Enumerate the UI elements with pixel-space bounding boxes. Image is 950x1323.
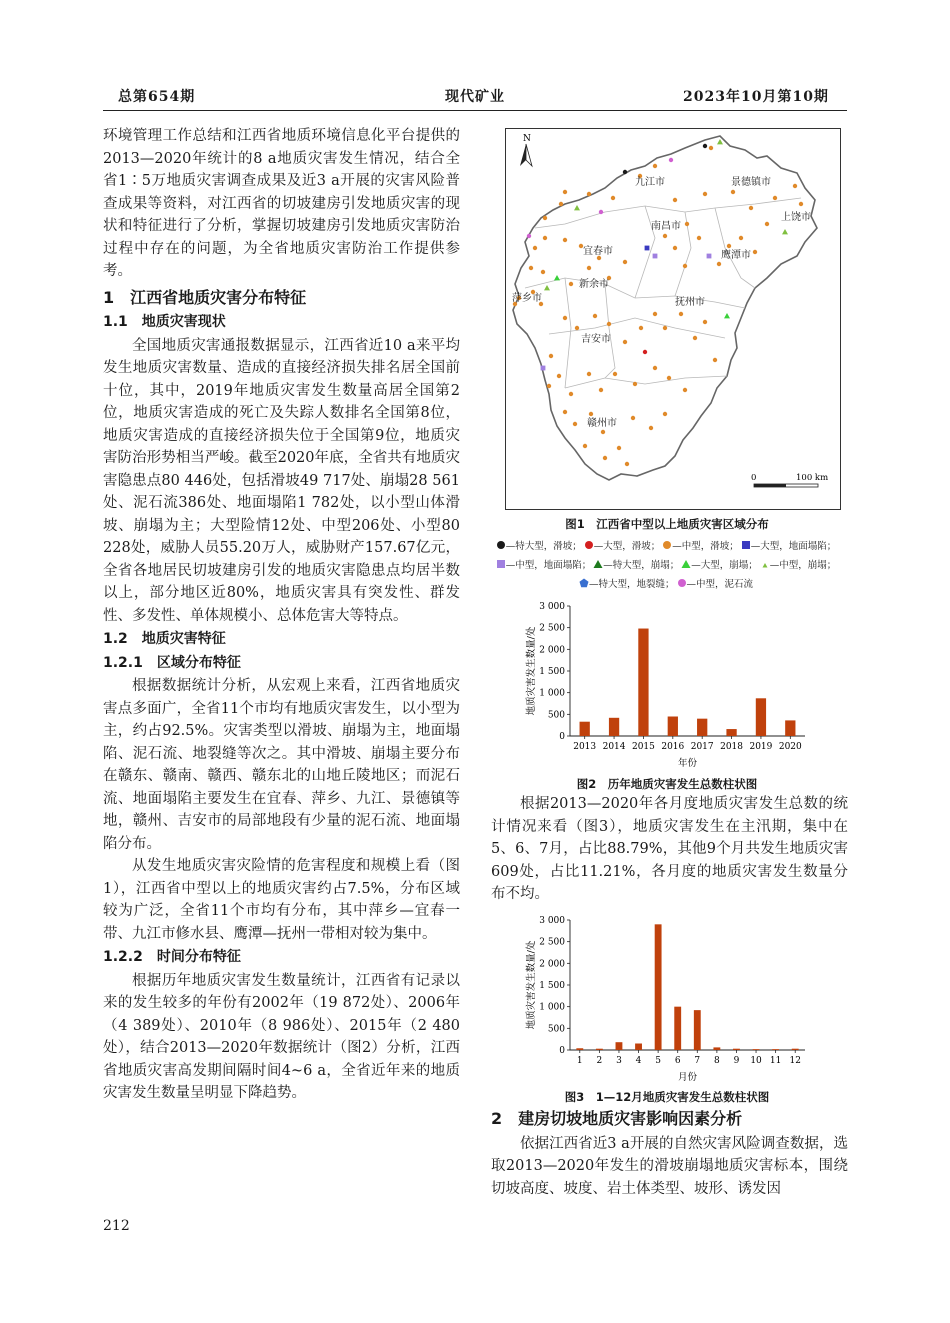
map-point: [645, 246, 650, 251]
map-point: [573, 422, 577, 426]
map-point: [749, 206, 753, 210]
y-tick-label: 2 500: [539, 937, 565, 948]
x-tick-label: 9: [733, 1056, 740, 1066]
map-point: [639, 326, 643, 330]
bar: [635, 1044, 642, 1051]
legend-symbol-icon: [593, 559, 603, 569]
city-jingdezhen: 景德镇市: [731, 177, 771, 188]
map-point: [541, 366, 546, 371]
x-axis-label: 年份: [677, 758, 698, 769]
map-point: [587, 372, 591, 376]
y-tick-label: 3 000: [539, 602, 565, 612]
x-tick-label: 2020: [778, 742, 802, 752]
bar: [697, 719, 707, 736]
bar: [596, 1049, 603, 1050]
legend-symbol-icon: [662, 540, 672, 550]
map-point: [563, 316, 567, 320]
header-right: 2023年10月第10期: [683, 89, 829, 105]
map-point: [543, 216, 547, 220]
paragraph-1-1: 全国地质灾害通报数据显示，江西省近10 a来平均发生地质灾害数量、造成的直接经济损失排名居全国前十位，其中，2019年地质灾害发生数量高居全国第2位，地质灾害造成的死亡及失踪人数排名全国第8位，地质灾害造成的直接经济损失位于全国第9位，地质灾害防治形势相当严峻。截至2020年底，全省共有地质灾害隐患点80 446处，包括滑坡49 717处、崩塌28 561处、泥石流386处、地面塌陷1 782处，以小型山体滑坡、崩塌为主；大型险情12处、中型206处、小型80 228处，威胁人员55.20万人，威胁财产157.67亿元，全省各地居民切坡建房引发的地质灾害隐患点均居半数以上，部分地区近80%，地质灾害具有突发性、群发性、多发性、单体规模小、总体危害大等特点。: [103, 337, 460, 624]
legend-item: —特大型，滑坡；: [496, 541, 582, 552]
y-tick-label: 1 500: [539, 981, 565, 991]
map-point: [673, 246, 677, 250]
intro-paragraph: 环境管理工作总结和江西省地质环境信息化平台提供的2013—2020年统计的8 a地质灾害发生情况，结合全省1∶5万地质灾害调查成果及近3 a开展的灾害风险普查成果等资料，对江西省的切坡建房引发地质灾害的现状和特征进行了分析，掌握切坡建房引发地质灾害防治过程中存在的问题，为全省地质灾害防治工作提供参考。: [103, 128, 460, 279]
y-tick-label: 2 000: [539, 645, 565, 656]
y-tick-label: 500: [547, 710, 565, 721]
svg-text:N: N: [523, 134, 531, 144]
x-tick-label: 1: [576, 1056, 583, 1066]
section-1-2-2-heading: 1.2.2 时间分布特征: [103, 949, 241, 965]
map-point: [527, 234, 531, 238]
y-axis-label: 地质灾害发生数量/处: [526, 626, 537, 716]
map-point: [569, 282, 573, 286]
map-point: [603, 456, 607, 460]
legend-item: —中型，地面塌陷；: [496, 560, 592, 571]
map-point: [697, 236, 701, 240]
legend-item: —特大型，地裂缝；: [579, 579, 675, 590]
right-column-upper: [491, 793, 848, 906]
x-tick-label: 2018: [720, 742, 744, 752]
figure-3-chart: [520, 912, 820, 1084]
section-1-heading: 1 江西省地质灾害分布特征: [103, 287, 307, 307]
map-point: [593, 314, 597, 318]
city-nanchang: 南昌市: [651, 221, 681, 232]
y-axis-label: 地质灾害发生数量/处: [526, 940, 537, 1030]
legend-item: —中型，泥石流: [677, 579, 754, 590]
map-point: [679, 312, 683, 316]
bar: [580, 722, 590, 736]
bar: [726, 729, 736, 736]
map-point: [563, 190, 567, 194]
map-point: [653, 164, 657, 168]
legend-item: —大型，崩塌；: [681, 560, 758, 571]
map-point: [559, 202, 563, 206]
y-tick-label: 1 000: [539, 1002, 565, 1013]
map-point: [611, 196, 615, 200]
map-point: [683, 388, 687, 392]
bar: [638, 629, 648, 736]
map-point: [587, 192, 591, 196]
map-point: [693, 336, 697, 340]
figure-1-map: [505, 128, 841, 510]
map-point: [707, 254, 712, 259]
x-axis-label: 月份: [677, 1072, 698, 1083]
figure-3-caption: 图3 1—12月地质灾害发生总数柱状图: [564, 1090, 770, 1104]
bar: [609, 718, 619, 736]
bar: [713, 1047, 720, 1050]
x-tick-label: 7: [694, 1056, 701, 1066]
map-point: [663, 234, 667, 238]
map-point: [793, 184, 797, 188]
map-point: [547, 384, 551, 388]
map-point: [717, 262, 721, 266]
map-point: [653, 312, 657, 316]
map-point: [631, 416, 635, 420]
figure-1-caption: 图1 江西省中型以上地质灾害区域分布: [565, 517, 769, 531]
map-point: [799, 202, 803, 206]
x-tick-label: 2019: [749, 742, 773, 752]
y-tick-label: 2 000: [539, 959, 565, 970]
header-center: 现代矿业: [445, 89, 505, 105]
section-1-2-heading: 1.2 地质灾害特征: [103, 631, 226, 647]
y-tick-label: 2 500: [539, 623, 565, 634]
map-point: [739, 236, 743, 240]
x-tick-label: 3: [616, 1056, 622, 1066]
bar: [785, 720, 795, 736]
legend-symbol-icon: [681, 559, 691, 569]
legend-symbol-icon: [496, 559, 506, 569]
map-point: [589, 412, 593, 416]
section-2-heading: 2 建房切坡地质灾害影响因素分析: [491, 1109, 743, 1128]
paragraph-2: 依据江西省近3 a开展的自然灾害风险调查数据，选取2013—2020年发生的滑坡崩塌地质灾害标本，围绕切坡高度、坡度、岩土体类型、坡形、诱发因: [491, 1135, 848, 1197]
section-1-1-heading: 1.1 地质灾害现状: [103, 314, 226, 330]
map-point: [703, 320, 707, 324]
legend-symbol-icon: [677, 578, 687, 588]
map-point: [563, 410, 567, 414]
map-point: [753, 250, 757, 254]
map-point: [587, 266, 591, 270]
bar: [772, 1049, 779, 1050]
map-point: [533, 246, 537, 250]
map-point: [709, 146, 713, 150]
city-shangrao: 上饶市: [781, 212, 811, 223]
bar: [576, 1048, 583, 1050]
x-tick-label: 5: [655, 1056, 661, 1066]
x-tick-label: 2015: [631, 742, 655, 752]
map-point: [765, 222, 769, 226]
city-jian: 吉安市: [581, 334, 611, 345]
legend-item: —中型，滑坡；: [662, 541, 739, 552]
map-point: [623, 340, 627, 344]
city-yichun: 宜春市: [583, 246, 613, 257]
map-point: [643, 350, 647, 354]
bar: [694, 1010, 701, 1050]
map-point: [673, 198, 677, 202]
city-ganzhou: 赣州市: [587, 418, 617, 429]
paragraph-1-2-1-b: 从发生地质灾害灾险情的危害程度和规模上看（图1），江西省中型以上的地质灾害约占7.5%，分布区域较为广泛，全省11个市均有分布，其中萍乡—宜春一带、九江市修水县、鹰潭—抚州一带相对较为集中。: [103, 858, 460, 942]
x-tick-label: 12: [789, 1056, 801, 1066]
map-point: [683, 264, 687, 268]
bar: [655, 924, 662, 1050]
map-point: [599, 388, 603, 392]
map-point: [649, 426, 653, 430]
y-tick-label: 0: [559, 732, 565, 742]
map-point: [727, 244, 731, 248]
legend-symbol-icon: [741, 540, 751, 550]
x-tick-label: 2013: [573, 742, 597, 752]
bar: [733, 1049, 740, 1050]
y-tick-label: 1 000: [539, 688, 565, 699]
axes: [570, 606, 805, 736]
map-point: [773, 196, 777, 200]
bar: [792, 1049, 799, 1050]
map-point: [569, 392, 573, 396]
x-tick-label: 2: [596, 1056, 603, 1066]
map-point: [563, 238, 567, 242]
map-point: [625, 462, 629, 466]
map-point: [653, 366, 657, 370]
bar: [753, 1049, 760, 1050]
x-tick-label: 2016: [661, 742, 685, 752]
legend-symbol-icon: [584, 540, 594, 550]
figure-2-caption: 图2 历年地质灾害发生总数柱状图: [576, 777, 758, 791]
svg-text:100 km: 100 km: [796, 473, 829, 483]
map-point: [623, 170, 627, 174]
x-tick-label: 2017: [690, 742, 714, 752]
map-point: [601, 430, 605, 434]
svg-text:0: 0: [751, 473, 757, 483]
map-point: [599, 210, 603, 214]
map-point: [575, 326, 579, 330]
map-point: [653, 254, 658, 259]
map-point: [713, 358, 717, 362]
bar: [756, 698, 766, 736]
y-tick-label: 3 000: [539, 916, 565, 926]
x-tick-label: 2014: [602, 742, 626, 752]
x-tick-label: 10: [750, 1056, 762, 1066]
map-point: [583, 444, 587, 448]
map-point: [623, 260, 627, 264]
header-rule: [103, 110, 847, 111]
x-tick-label: 4: [635, 1056, 642, 1066]
city-yingtan: 鹰潭市: [721, 250, 751, 261]
legend-item: —特大型，崩塌；: [593, 560, 679, 571]
map-point: [633, 382, 637, 386]
map-point: [685, 222, 689, 226]
bar: [674, 1007, 681, 1050]
map-point: [663, 412, 667, 416]
x-tick-label: 8: [714, 1056, 720, 1066]
map-point: [667, 376, 671, 380]
paragraph-monthly: 根据2013—2020年各月度地质灾害发生总数的统计情况来看（图3），地质灾害发生在主汛期，集中在5、6、7月，占比88.79%，其他9个月共发生地质灾害609处，占比11.21%，各月度的地质灾害发生数量分布不均。: [491, 796, 848, 902]
city-fuzhou: 抚州市: [675, 297, 705, 308]
map-point: [607, 322, 611, 326]
x-tick-label: 11: [769, 1056, 782, 1066]
y-tick-label: 500: [547, 1024, 565, 1035]
paragraph-1-2-2: 根据历年地质灾害发生数量统计，江西省有记录以来的发生较多的年份有2002年（19 872处）、2006年（4 389处）、2010年（8 986处）、2015年（2 480处），结合2013—2020年数据统计（图2）分析，江西省地质灾害高发期间隔时间4~6 a，全省近年来的地质灾害发生数量呈明显下降趋势。: [103, 972, 460, 1101]
figure-2-chart: [520, 598, 820, 770]
right-column-lower: [491, 1108, 848, 1200]
map-point: [613, 372, 617, 376]
paragraph-1-2-1-a: 根据数据统计分析，从宏观上来看，江西省地质灾害点多面广，全省11个市均有地质灾害发生，以小型为主，约占92.5%。灾害类型以滑坡、崩塌为主，地面塌陷、泥石流、地裂缝等次之。其中滑坡、崩塌主要分布在赣东、赣南、赣西、赣东北的山地丘陵地区；而泥石流、地面塌陷主要发生在宜春、萍乡、九江、景德镇等地，赣州、吉安市的局部地段有少量的泥石流、地面塌陷分布。: [103, 678, 460, 852]
map-point: [549, 354, 553, 358]
map-point: [557, 374, 561, 378]
map-point: [529, 266, 533, 270]
page-number: 212: [103, 1218, 130, 1234]
left-column: [103, 125, 460, 1105]
map-point: [669, 158, 673, 162]
header-left: 总第654期: [118, 89, 196, 105]
legend-item: —中型，崩塌；: [760, 560, 837, 571]
legend-symbol-icon: [579, 578, 589, 588]
axes: [570, 920, 805, 1050]
legend-item: —大型，滑坡；: [584, 541, 661, 552]
city-pingxiang: 萍乡市: [512, 293, 542, 304]
section-1-2-1-heading: 1.2.1 区域分布特征: [103, 654, 241, 671]
city-xinyu: 新余市: [579, 279, 609, 290]
legend-symbol-icon: [496, 540, 506, 550]
map-point: [731, 190, 735, 194]
map-point: [703, 144, 707, 148]
y-tick-label: 0: [559, 1046, 565, 1056]
y-tick-label: 1 500: [539, 667, 565, 677]
map-point: [543, 236, 547, 240]
bar: [616, 1042, 623, 1050]
bar: [668, 717, 678, 737]
figure-1-legend: [487, 537, 847, 594]
map-point: [703, 192, 707, 196]
legend-item: —大型，地面塌陷；: [741, 541, 837, 552]
x-tick-label: 6: [674, 1056, 681, 1066]
legend-symbol-icon: [760, 559, 770, 569]
city-jiujiang: 九江市: [635, 177, 665, 188]
map-point: [541, 270, 545, 274]
map-point: [663, 326, 667, 330]
map-point: [617, 446, 621, 450]
